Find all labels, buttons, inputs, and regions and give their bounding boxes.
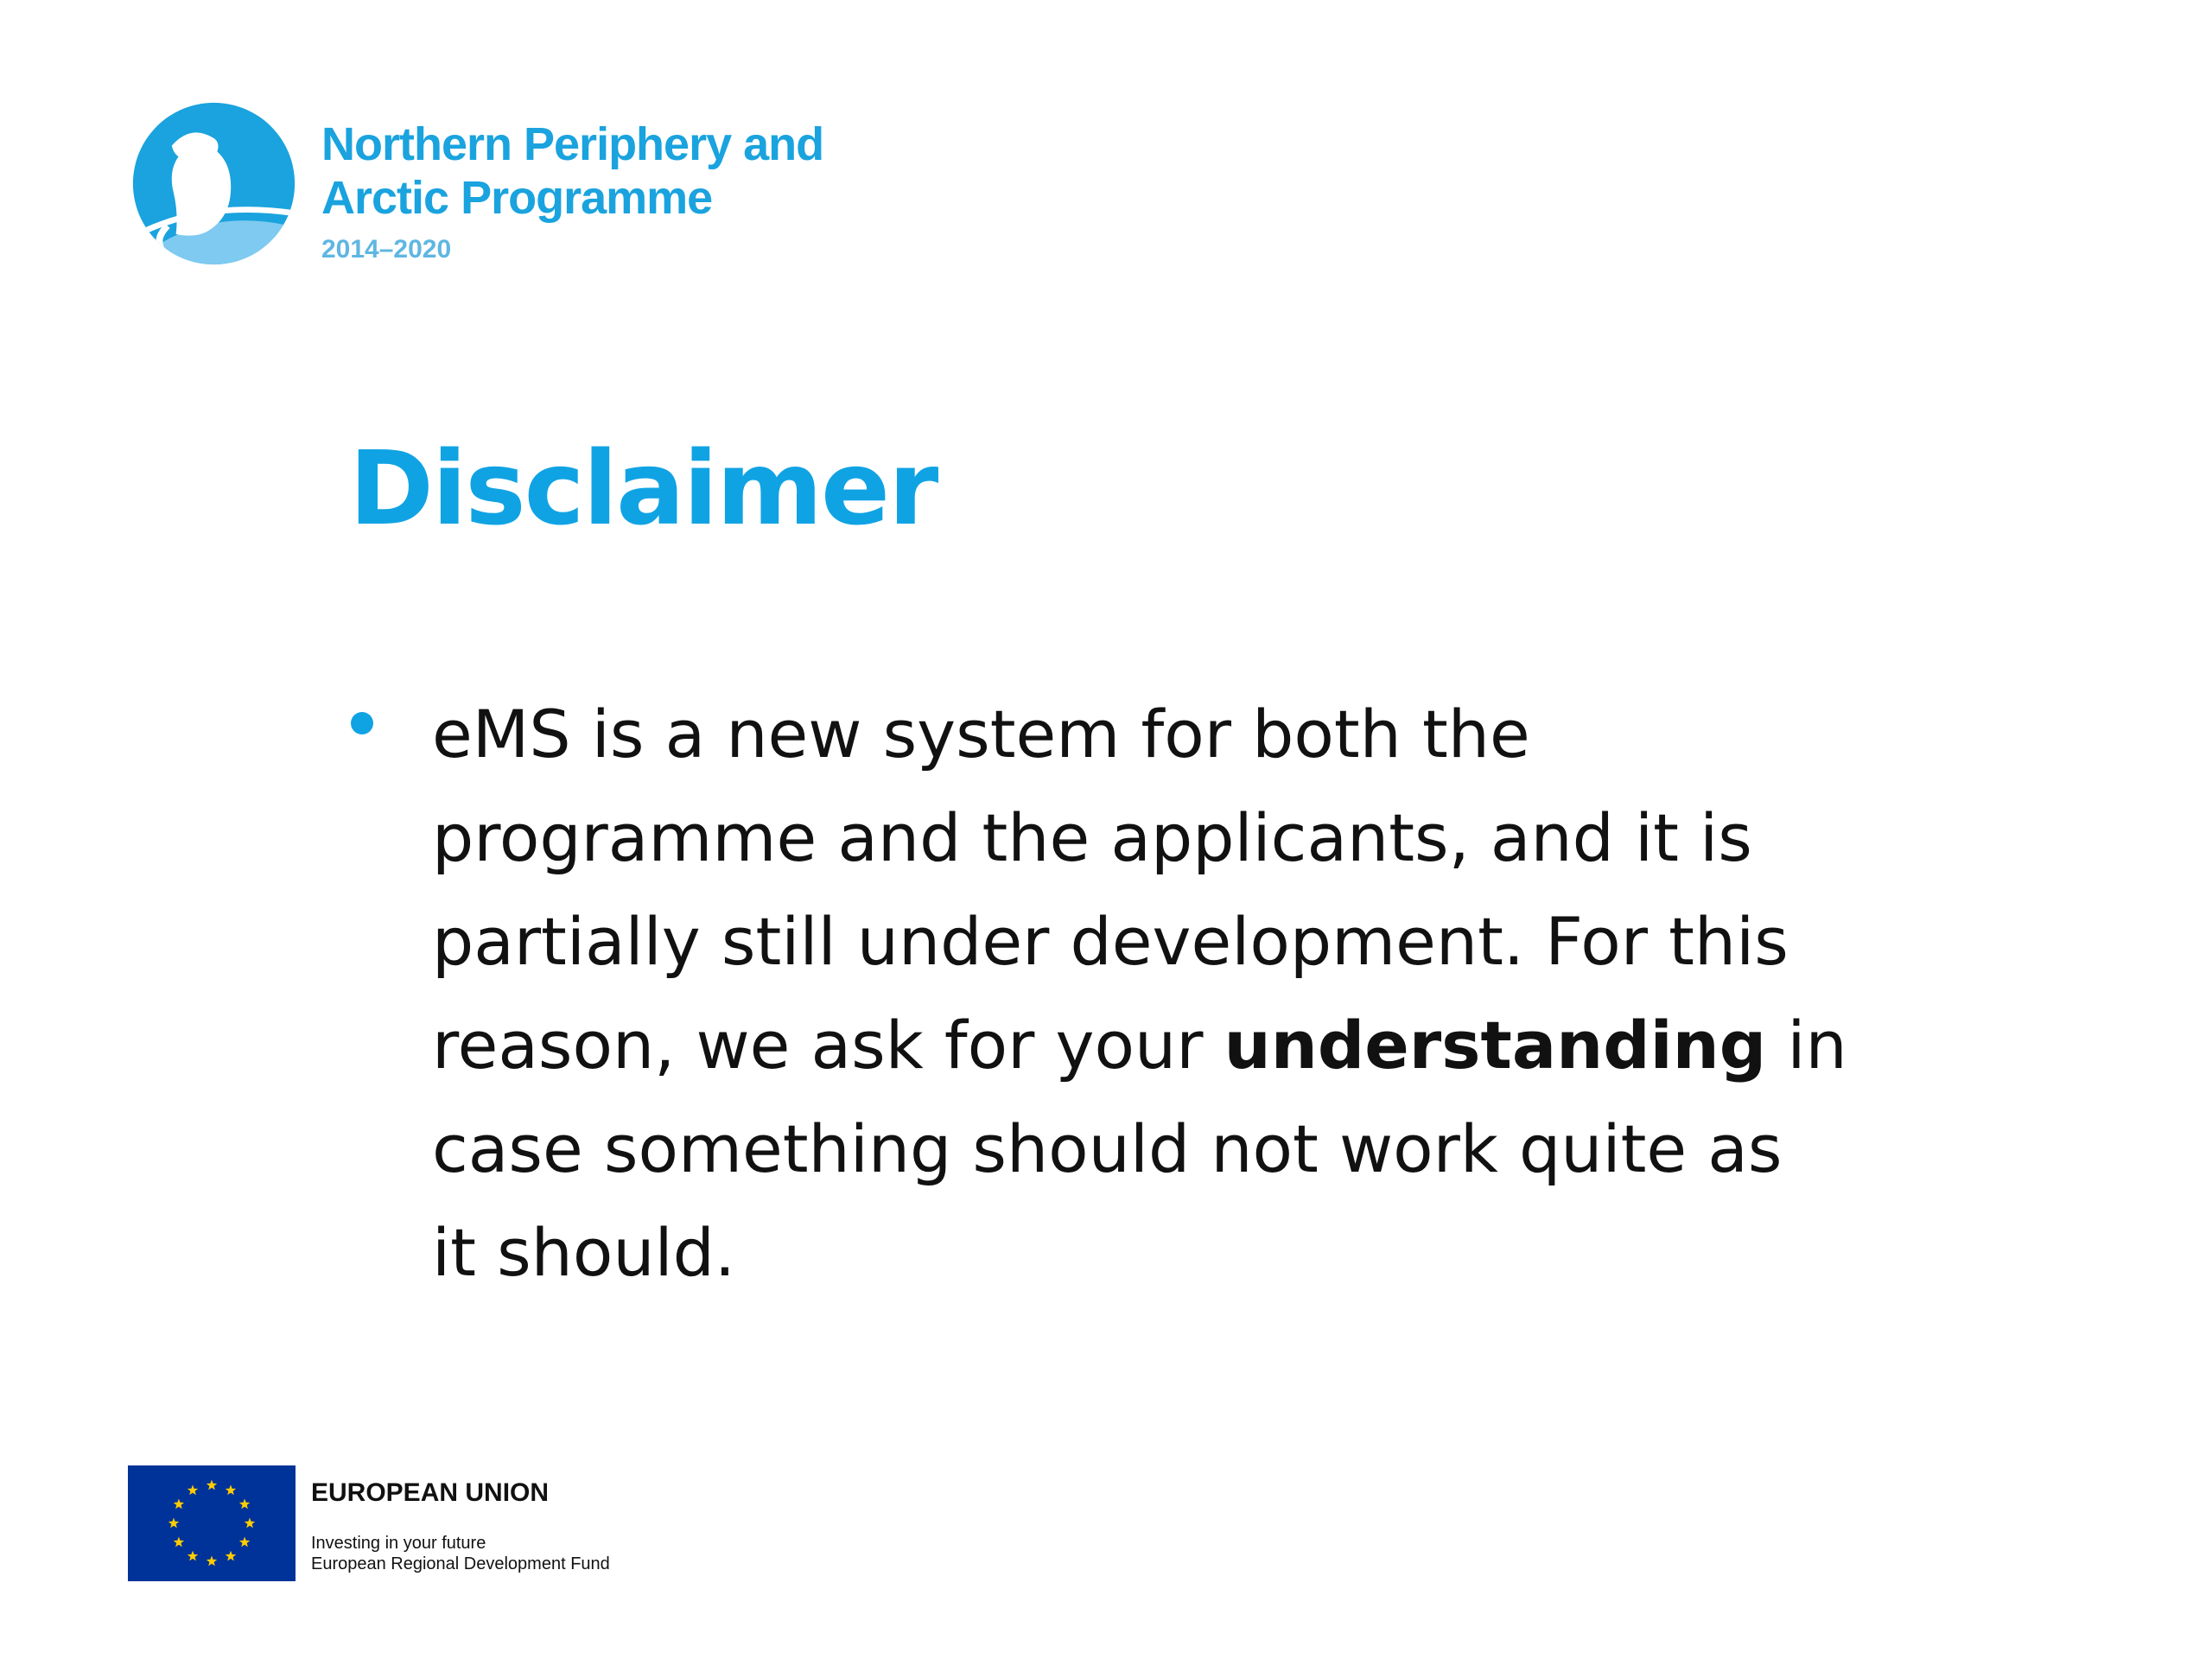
eu-flag-icon xyxy=(128,1465,296,1581)
eu-star-icon xyxy=(245,1518,255,1529)
eu-star-icon xyxy=(174,1537,184,1548)
eu-footer xyxy=(128,1465,733,1586)
bullet-dot-icon xyxy=(351,712,373,734)
programme-years: 2014–2020 xyxy=(321,235,452,264)
eu-star-icon xyxy=(226,1484,236,1495)
eu-stars xyxy=(128,1465,296,1581)
list-item xyxy=(346,683,1987,1305)
body-line-4-start: reason, we ask for your xyxy=(432,1007,1224,1084)
programme-logo xyxy=(130,95,855,276)
programme-name xyxy=(321,118,823,264)
body-line-4 xyxy=(432,994,1987,1097)
emphasis-understanding: understanding xyxy=(1224,1007,1767,1084)
eu-title: EUROPEAN UNION xyxy=(311,1478,550,1507)
eu-star-icon xyxy=(207,1556,217,1567)
eu-star-icon xyxy=(188,1484,198,1495)
body-line-6: it should. xyxy=(432,1214,736,1291)
body-line-4-end: in xyxy=(1766,1007,1847,1084)
bullet-list xyxy=(346,683,1987,1305)
eu-star-icon xyxy=(168,1518,179,1529)
body-line-1: eMS is a new system for both the xyxy=(432,696,1530,772)
body-line-3: partially still under development. For this xyxy=(432,903,1789,980)
eu-star-icon xyxy=(174,1499,184,1510)
programme-name-line2: Arctic Programme xyxy=(321,172,713,224)
eu-star-icon xyxy=(239,1537,250,1548)
bird-emblem-icon xyxy=(130,99,298,268)
eu-star-icon xyxy=(188,1551,198,1561)
eu-star-icon xyxy=(226,1551,236,1561)
eu-fund-name: European Regional Development Fund xyxy=(311,1554,610,1573)
body-line-2: programme and the applicants, and it is xyxy=(432,799,1752,876)
eu-tagline: Investing in your future xyxy=(311,1534,486,1553)
body-line-5: case something should not work quite as xyxy=(432,1110,1783,1187)
eu-star-icon xyxy=(239,1499,250,1510)
slide-title: Disclaimer xyxy=(349,429,938,548)
programme-name-line1: Northern Periphery and xyxy=(321,118,824,170)
eu-star-icon xyxy=(207,1480,217,1491)
